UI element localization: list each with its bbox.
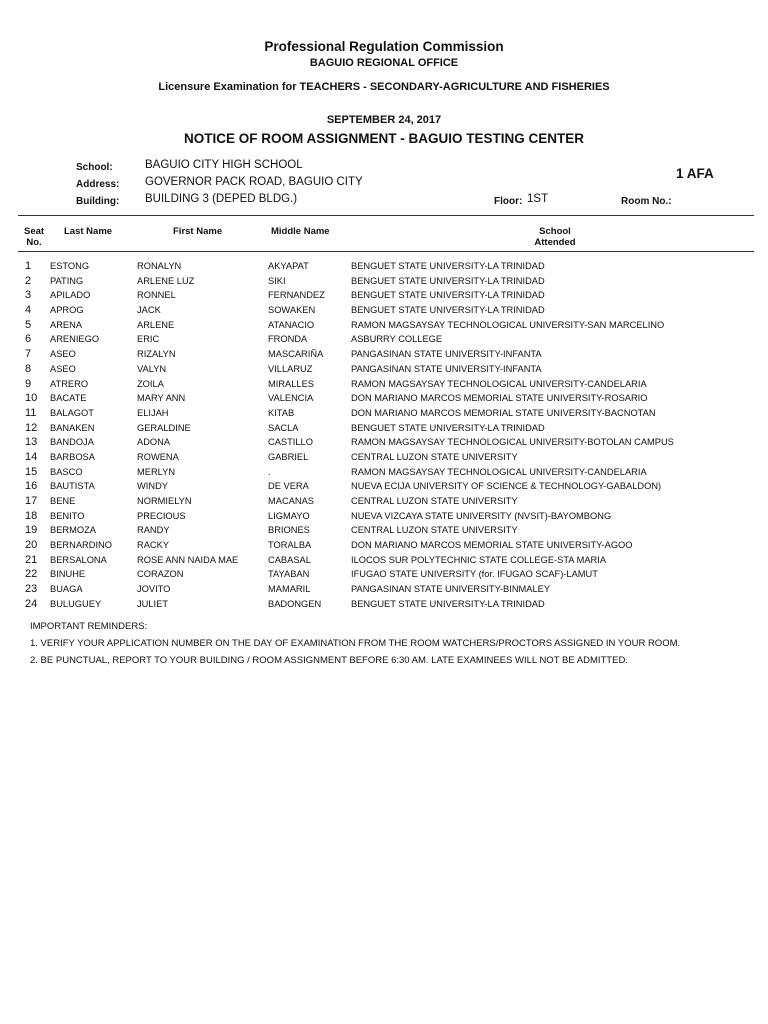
first-name: ARLENE xyxy=(137,319,175,330)
last-name: ASEO xyxy=(50,363,76,374)
school-attended: NUEVA ECIJA UNIVERSITY OF SCIENCE & TECHNOLOGY-GABALDON) xyxy=(351,481,662,492)
last-name: BALAGOT xyxy=(50,407,94,418)
org-title: Professional Regulation Commission xyxy=(264,39,504,54)
middle-name: BRIONES xyxy=(268,525,310,536)
seat-number: 24 xyxy=(25,597,38,610)
middle-name: CASTILLO xyxy=(268,437,313,448)
first-name: JULIET xyxy=(137,598,168,609)
seat-number: 8 xyxy=(25,362,32,375)
seat-number: 9 xyxy=(25,377,32,390)
seat-number: 14 xyxy=(25,450,38,463)
middle-name: MAMARIL xyxy=(268,584,311,595)
notice-title: NOTICE OF ROOM ASSIGNMENT - BAGUIO TESTING CENTER xyxy=(183,131,584,146)
first-name: RACKY xyxy=(137,540,170,551)
table-row xyxy=(0,421,768,436)
address-value: GOVERNOR PACK ROAD, BAGUIO CITY xyxy=(145,176,363,188)
school-attended: DON MARIANO MARCOS MEMORIAL STATE UNIVERSITY-AGOO xyxy=(351,540,633,551)
middle-name: FRONDA xyxy=(268,334,308,345)
middle-name: LIGMAYO xyxy=(268,510,310,521)
seat-number: 10 xyxy=(25,392,38,405)
school-attended: BENGUET STATE UNIVERSITY-LA TRINIDAD xyxy=(351,261,545,271)
room-label: Room No.: xyxy=(621,196,672,207)
school-attended: RAMON MAGSAYSAY TECHNOLOGICAL UNIVERSITY-SAN MARCELINO xyxy=(351,319,665,330)
first-name: PRECIOUS xyxy=(137,510,186,521)
school-attended: RAMON MAGSAYSAY TECHNOLOGICAL UNIVERSITY-CANDELARIA xyxy=(351,466,647,477)
first-name: NORMIELYN xyxy=(137,496,192,506)
table-row xyxy=(0,567,768,582)
middle-name: VILLARUZ xyxy=(268,363,313,374)
building-value: BUILDING 3 (DEPED BLDG.) xyxy=(145,193,298,205)
school-attended: PANGASINAN STATE UNIVERSITY-INFANTA xyxy=(351,363,542,374)
last-name: BACATE xyxy=(50,393,87,404)
school-attended: CENTRAL LUZON STATE UNIVERSITY xyxy=(351,451,518,462)
first-name: RONNEL xyxy=(137,290,176,301)
seat-header-line2: No. xyxy=(26,237,42,248)
last-name: ARENA xyxy=(50,319,83,330)
middle-name: CABASAL xyxy=(268,554,311,565)
middle-name: BADONGEN xyxy=(268,598,322,609)
table-row xyxy=(0,274,768,289)
table-row xyxy=(0,347,768,362)
last-name: BENE xyxy=(50,496,76,506)
seat-no-header xyxy=(24,226,44,248)
seat-number: 18 xyxy=(25,509,38,522)
school-attended: CENTRAL LUZON STATE UNIVERSITY xyxy=(351,525,518,536)
table-row xyxy=(0,494,768,509)
exam-title: Licensure Examination for TEACHERS - SECONDARY-AGRICULTURE AND FISHERIES xyxy=(158,81,610,93)
middle-name: AKYAPAT xyxy=(268,261,309,271)
table-row xyxy=(0,288,768,303)
first-name: RONALYN xyxy=(137,261,182,271)
first-name: MERLYN xyxy=(137,466,176,477)
middle-name: . xyxy=(268,466,271,477)
table-row xyxy=(0,523,768,538)
seat-number: 12 xyxy=(25,421,38,434)
school-attended: DON MARIANO MARCOS MEMORIAL STATE UNIVERSITY-ROSARIO xyxy=(351,393,648,404)
seat-number: 13 xyxy=(25,436,38,449)
last-name: ESTONG xyxy=(50,261,90,271)
seat-number: 4 xyxy=(25,304,32,317)
table-row xyxy=(0,597,768,612)
first-name: ROWENA xyxy=(137,451,179,462)
middle-name: FERNANDEZ xyxy=(268,290,325,301)
table-row xyxy=(0,553,768,568)
last-name: BERMOZA xyxy=(50,525,96,536)
seat-number: 11 xyxy=(25,406,37,419)
middle-name: MACANAS xyxy=(268,496,314,506)
first-name: RANDY xyxy=(137,525,170,536)
first-name: MARY ANN xyxy=(137,393,186,404)
last-name: BANAKEN xyxy=(50,422,95,433)
last-name: APROG xyxy=(50,305,84,316)
last-name: BERSALONA xyxy=(50,554,107,565)
table-row xyxy=(0,362,768,377)
school-attended: IFUGAO STATE UNIVERSITY (for. IFUGAO SCAF)-LAMUT xyxy=(351,569,598,580)
middle-name: VALENCIA xyxy=(268,393,314,404)
last-name: BASCO xyxy=(50,466,83,477)
school-attended: RAMON MAGSAYSAY TECHNOLOGICAL UNIVERSITY-CANDELARIA xyxy=(351,378,647,389)
last-name: PATING xyxy=(50,275,84,286)
first-name: JOVITO xyxy=(137,584,171,595)
seat-number: 21 xyxy=(25,553,38,566)
last-name: ARENIEGO xyxy=(50,334,100,345)
seat-number: 3 xyxy=(25,289,32,302)
seat-number: 7 xyxy=(25,348,32,361)
exam-date: SEPTEMBER 24, 2017 xyxy=(326,114,442,126)
school-attended: BENGUET STATE UNIVERSITY-LA TRINIDAD xyxy=(351,275,545,286)
middle-name: KITAB xyxy=(268,407,295,418)
table-row xyxy=(0,435,768,450)
seat-number: 6 xyxy=(25,333,32,346)
table-row xyxy=(0,509,768,524)
middle-name: SOWAKEN xyxy=(268,305,316,316)
middle-name: MASCARIÑA xyxy=(268,349,324,360)
seat-number: 20 xyxy=(25,539,38,552)
middle-name-header: Middle Name xyxy=(271,226,330,237)
school-attended: DON MARIANO MARCOS MEMORIAL STATE UNIVERSITY-BACNOTAN xyxy=(351,407,656,418)
floor-value: 1ST xyxy=(527,193,549,205)
seat-number: 17 xyxy=(25,495,38,507)
last-name: ASEO xyxy=(50,349,76,360)
reminder-item-2: 2. BE PUNCTUAL, REPORT TO YOUR BUILDING / ROOM ASSIGNMENT BEFORE 6:30 AM. LATE EXAMINEES WILL NOT BE ADMITTED. xyxy=(30,655,628,666)
table-row xyxy=(0,377,768,392)
table-row xyxy=(0,318,768,333)
seat-header-line1: Seat xyxy=(24,226,45,237)
regional-office: BAGUIO REGIONAL OFFICE xyxy=(309,57,459,69)
table-row xyxy=(0,582,768,597)
table-row xyxy=(0,391,768,406)
floor-label: Floor: xyxy=(494,196,523,207)
school-attended: BENGUET STATE UNIVERSITY-LA TRINIDAD xyxy=(351,598,545,609)
building-label: Building: xyxy=(76,196,120,207)
table-row xyxy=(0,332,768,347)
seat-number: 23 xyxy=(25,583,38,596)
seat-number: 19 xyxy=(25,524,38,537)
table-row xyxy=(0,406,768,421)
last-name: BENITO xyxy=(50,510,85,521)
first-name: GERALDINE xyxy=(137,422,191,433)
first-name: ADONA xyxy=(137,437,171,448)
first-name: ELIJAH xyxy=(137,407,169,418)
seat-number: 15 xyxy=(25,465,38,478)
last-name-header: Last Name xyxy=(64,226,113,237)
school-attended: RAMON MAGSAYSAY TECHNOLOGICAL UNIVERSITY-BOTOLAN CAMPUS xyxy=(351,437,674,448)
middle-name: GABRIEL xyxy=(268,451,309,462)
first-name: ERIC xyxy=(137,334,160,345)
first-name: JACK xyxy=(137,305,161,316)
first-name: VALYN xyxy=(137,363,167,374)
school-attended-header xyxy=(505,226,605,248)
school-label: School: xyxy=(76,162,113,173)
middle-name: SIKI xyxy=(268,275,286,286)
school-attended: PANGASINAN STATE UNIVERSITY-INFANTA xyxy=(351,349,542,360)
reminder-item-1: 1. VERIFY YOUR APPLICATION NUMBER ON THE DAY OF EXAMINATION FROM THE ROOM WATCHERS/PROCTORS ASSIGNED IN YOUR ROOM. xyxy=(30,638,681,649)
last-name: ATRERO xyxy=(50,378,89,389)
school-attended: ILOCOS SUR POLYTECHNIC STATE COLLEGE-STA MARIA xyxy=(351,554,607,565)
school-attended: BENGUET STATE UNIVERSITY-LA TRINIDAD xyxy=(351,305,545,316)
table-row xyxy=(0,479,768,494)
middle-name: TORALBA xyxy=(268,540,312,551)
school-attended: BENGUET STATE UNIVERSITY-LA TRINIDAD xyxy=(351,422,545,433)
first-name: RIZALYN xyxy=(137,349,176,360)
middle-name: ATANACIO xyxy=(268,319,315,330)
last-name: BINUHE xyxy=(50,569,86,580)
school-header-line1: School xyxy=(539,226,571,237)
last-name: BARBOSA xyxy=(50,451,95,462)
table-top-rule xyxy=(18,215,754,216)
seat-number: 5 xyxy=(25,318,32,331)
last-name: BANDOJA xyxy=(50,437,94,448)
first-name: ZOILA xyxy=(137,378,164,389)
school-attended: CENTRAL LUZON STATE UNIVERSITY xyxy=(351,496,518,506)
table-row xyxy=(0,259,768,274)
school-attended: BENGUET STATE UNIVERSITY-LA TRINIDAD xyxy=(351,290,545,301)
first-name: ARLENE LUZ xyxy=(137,275,195,286)
first-name: WINDY xyxy=(137,481,168,492)
room-code: 1 AFA xyxy=(676,166,714,181)
school-attended: PANGASINAN STATE UNIVERSITY-BINMALEY xyxy=(351,584,551,595)
first-name: ROSE ANN NAIDA MAE xyxy=(137,554,239,565)
last-name: BAUTISTA xyxy=(50,481,95,492)
school-attended: ASBURRY COLLEGE xyxy=(351,334,443,345)
middle-name: MIRALLES xyxy=(268,378,314,389)
table-row xyxy=(0,303,768,318)
table-row xyxy=(0,465,768,480)
table-header-rule xyxy=(18,251,754,252)
last-name: APILADO xyxy=(50,290,91,301)
last-name: BERNARDINO xyxy=(50,540,112,551)
school-attended: NUEVA VIZCAYA STATE UNIVERSITY (NVSIT)-BAYOMBONG xyxy=(351,510,612,521)
reminders-title: IMPORTANT REMINDERS: xyxy=(30,621,148,632)
table-row xyxy=(0,538,768,553)
seat-number: 1 xyxy=(25,260,32,272)
middle-name: SACLA xyxy=(268,422,299,433)
address-label: Address: xyxy=(76,179,120,190)
table-row xyxy=(0,450,768,465)
first-name-header: First Name xyxy=(173,226,223,237)
school-value: BAGUIO CITY HIGH SCHOOL xyxy=(145,159,303,171)
first-name: CORAZON xyxy=(137,569,184,580)
last-name: BUAGA xyxy=(50,584,83,595)
middle-name: TAYABAN xyxy=(268,569,310,580)
seat-number: 22 xyxy=(25,568,38,581)
middle-name: DE VERA xyxy=(268,481,309,492)
last-name: BULUGUEY xyxy=(50,598,102,609)
assignment-table-body xyxy=(0,259,768,612)
seat-number: 2 xyxy=(25,274,32,287)
school-header-line2: Attended xyxy=(534,237,576,248)
seat-number: 16 xyxy=(25,480,38,493)
